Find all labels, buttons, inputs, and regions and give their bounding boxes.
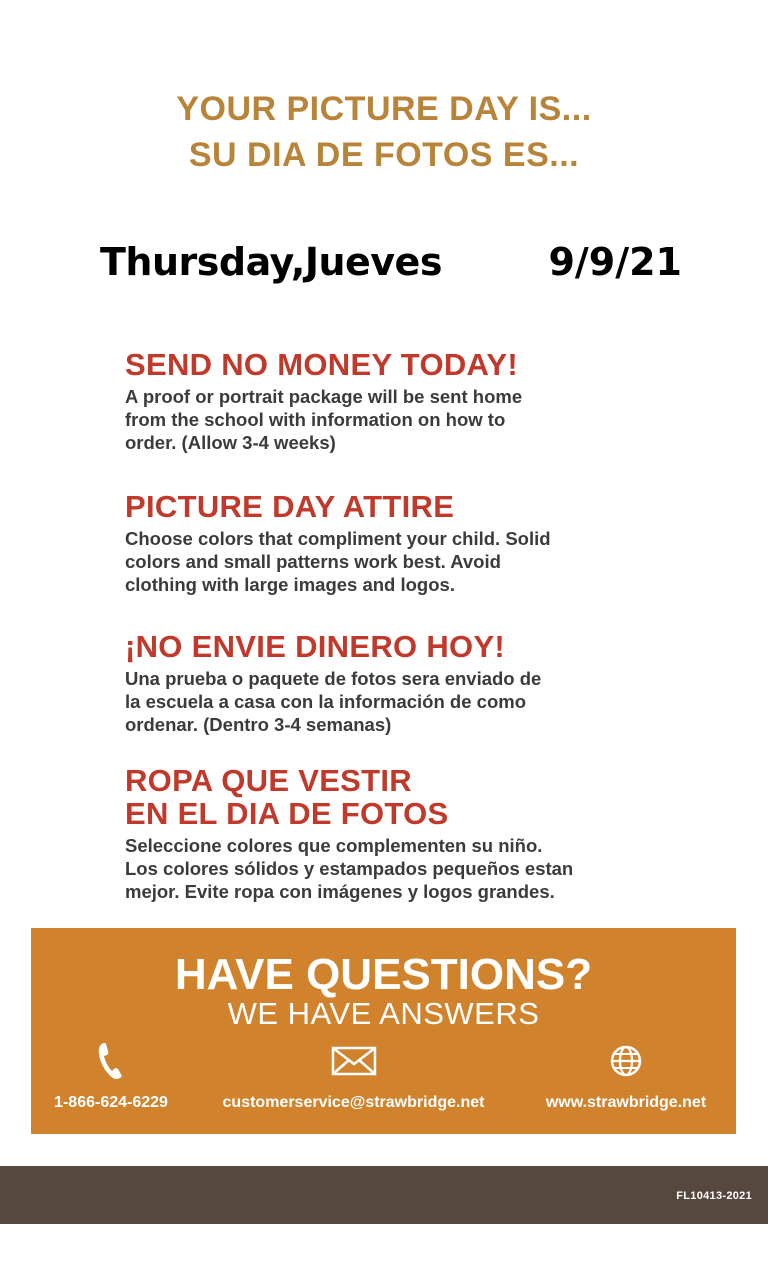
body-line: Una prueba o paquete de fotos sera enviado de: [125, 668, 542, 689]
heading-spanish: SU DIA DE FOTOS ES...: [188, 136, 580, 174]
envelope-icon: [201, 1040, 506, 1082]
form-code: FL10413-2021: [676, 1190, 752, 1202]
section-ropa: [125, 764, 573, 903]
body-line: mejor. Evite ropa con imágenes y logos grandes.: [125, 881, 555, 902]
section-body: [125, 527, 551, 596]
contact-website: [526, 1040, 726, 1112]
section-send-no-money: [125, 348, 522, 454]
section-title: PICTURE DAY ATTIRE: [125, 489, 455, 524]
body-line: colors and small patterns work best. Avoid: [125, 551, 501, 572]
body-line: A proof or portrait package will be sent home: [125, 386, 523, 407]
phone-number[interactable]: 1-866-624-6229: [54, 1094, 168, 1111]
body-line: Choose colors that compliment your child. Solid: [125, 528, 551, 549]
footer-bar: [0, 1166, 768, 1224]
section-body: [125, 667, 541, 736]
picture-day-weekday: Thursday,Jueves: [100, 240, 442, 284]
picture-day-date: 9/9/21: [548, 240, 682, 284]
section-title: [125, 764, 573, 830]
heading-english: YOUR PICTURE DAY IS...: [176, 90, 592, 128]
body-line: order. (Allow 3-4 weeks): [125, 432, 336, 453]
globe-icon: [526, 1040, 726, 1082]
picture-day-heading: [0, 86, 768, 178]
banner-title: HAVE QUESTIONS?: [174, 950, 593, 999]
contact-email: [201, 1040, 506, 1112]
body-line: la escuela a casa con la información de como: [125, 691, 526, 712]
phone-icon: [41, 1040, 181, 1082]
body-line: Los colores sólidos y estampados pequeños estan: [125, 858, 574, 879]
section-body: [125, 385, 522, 454]
body-line: clothing with large images and logos.: [125, 574, 455, 595]
section-title: SEND NO MONEY TODAY!: [125, 347, 519, 382]
banner-subtitle: WE HAVE ANSWERS: [227, 996, 540, 1031]
questions-banner: [31, 928, 736, 1134]
section-attire: [125, 490, 551, 596]
title-line: EN EL DIA DE FOTOS: [125, 796, 449, 831]
section-title: ¡NO ENVIE DINERO HOY!: [125, 629, 506, 664]
body-line: ordenar. (Dentro 3-4 semanas): [125, 714, 392, 735]
section-body: [125, 834, 573, 903]
contact-phone: [41, 1040, 181, 1112]
body-line: Seleccione colores que complementen su niño.: [125, 835, 543, 856]
body-line: from the school with information on how to: [125, 409, 506, 430]
title-line: ROPA QUE VESTIR: [125, 763, 412, 798]
email-address[interactable]: customerservice@strawbridge.net: [222, 1094, 485, 1111]
section-no-envie-dinero: [125, 630, 541, 736]
website-url[interactable]: www.strawbridge.net: [545, 1094, 707, 1111]
picture-day-date-line: [100, 240, 682, 290]
